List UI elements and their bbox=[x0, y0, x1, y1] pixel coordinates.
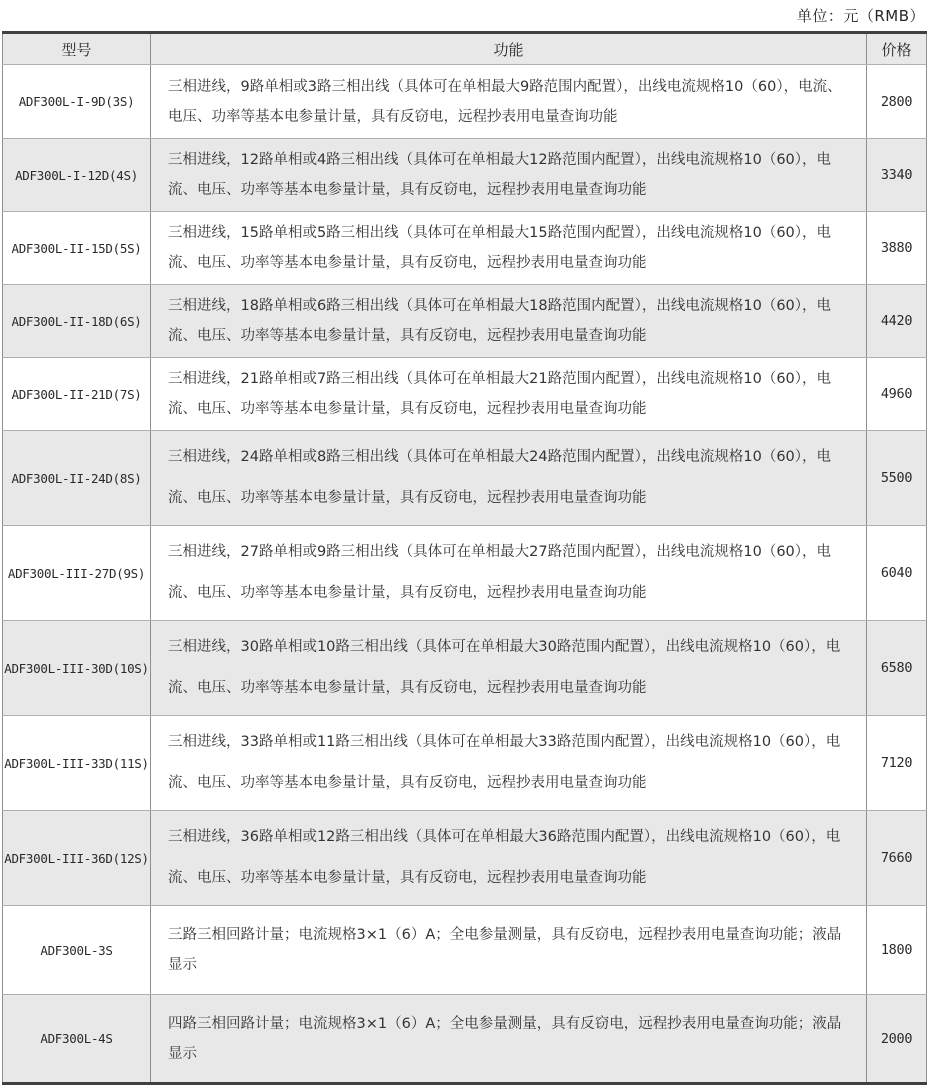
function-cell: 三相进线，21路单相或7路三相出线（具体可在单相最大21路范围内配置），出线电流规格10（60），电流、电压、功率等基本电参量计量，具有反窃电，远程抄表用电量查询功能 bbox=[151, 358, 867, 431]
function-cell: 三相进线，12路单相或4路三相出线（具体可在单相最大12路范围内配置），出线电流规格10（60），电流、电压、功率等基本电参量计量，具有反窃电，远程抄表用电量查询功能 bbox=[151, 139, 867, 212]
function-cell: 三相进线，24路单相或8路三相出线（具体可在单相最大24路范围内配置），出线电流规格10（60），电流、电压、功率等基本电参量计量，具有反窃电，远程抄表用电量查询功能 bbox=[151, 431, 867, 526]
price-cell: 7660 bbox=[867, 811, 927, 906]
price-cell: 6040 bbox=[867, 526, 927, 621]
header-row bbox=[3, 33, 927, 65]
function-cell: 三相进线，27路单相或9路三相出线（具体可在单相最大27路范围内配置），出线电流规格10（60），电流、电压、功率等基本电参量计量，具有反窃电，远程抄表用电量查询功能 bbox=[151, 526, 867, 621]
function-cell: 四路三相回路计量；电流规格3×1（6）A；全电参量测量，具有反窃电，远程抄表用电量查询功能；液晶显示 bbox=[151, 995, 867, 1084]
price-cell: 4420 bbox=[867, 285, 927, 358]
function-cell: 三相进线，9路单相或3路三相出线（具体可在单相最大9路范围内配置），出线电流规格10（60），电流、电压、功率等基本电参量计量，具有反窃电，远程抄表用电量查询功能 bbox=[151, 65, 867, 139]
price-cell: 5500 bbox=[867, 431, 927, 526]
table-row bbox=[3, 65, 927, 139]
price-table bbox=[2, 31, 927, 1085]
function-cell: 三相进线，36路单相或12路三相出线（具体可在单相最大36路范围内配置），出线电流规格10（60），电流、电压、功率等基本电参量计量，具有反窃电，远程抄表用电量查询功能 bbox=[151, 811, 867, 906]
function-cell: 三相进线，18路单相或6路三相出线（具体可在单相最大18路范围内配置），出线电流规格10（60），电流、电压、功率等基本电参量计量，具有反窃电，远程抄表用电量查询功能 bbox=[151, 285, 867, 358]
header-price: 价格 bbox=[867, 33, 927, 65]
model-cell: ADF300L-I-12D(4S) bbox=[3, 139, 151, 212]
table-row bbox=[3, 431, 927, 526]
table-row bbox=[3, 212, 927, 285]
table-header bbox=[3, 33, 927, 65]
model-cell: ADF300L-II-18D(6S) bbox=[3, 285, 151, 358]
model-cell: ADF300L-III-36D(12S) bbox=[3, 811, 151, 906]
model-cell: ADF300L-3S bbox=[3, 906, 151, 995]
price-cell: 3340 bbox=[867, 139, 927, 212]
price-cell: 3880 bbox=[867, 212, 927, 285]
table-row bbox=[3, 358, 927, 431]
model-cell: ADF300L-III-30D(10S) bbox=[3, 621, 151, 716]
unit-label: 单位：元（RMB） bbox=[796, 7, 925, 25]
model-cell: ADF300L-4S bbox=[3, 995, 151, 1084]
table-row bbox=[3, 995, 927, 1084]
table-row bbox=[3, 906, 927, 995]
function-cell: 三相进线，33路单相或11路三相出线（具体可在单相最大33路范围内配置），出线电流规格10（60），电流、电压、功率等基本电参量计量，具有反窃电，远程抄表用电量查询功能 bbox=[151, 716, 867, 811]
price-cell: 2000 bbox=[867, 995, 927, 1084]
price-cell: 6580 bbox=[867, 621, 927, 716]
function-cell: 三相进线，15路单相或5路三相出线（具体可在单相最大15路范围内配置），出线电流规格10（60），电流、电压、功率等基本电参量计量，具有反窃电，远程抄表用电量查询功能 bbox=[151, 212, 867, 285]
function-cell: 三相进线，30路单相或10路三相出线（具体可在单相最大30路范围内配置），出线电流规格10（60），电流、电压、功率等基本电参量计量，具有反窃电，远程抄表用电量查询功能 bbox=[151, 621, 867, 716]
table-row bbox=[3, 716, 927, 811]
model-cell: ADF300L-II-21D(7S) bbox=[3, 358, 151, 431]
model-cell: ADF300L-II-24D(8S) bbox=[3, 431, 151, 526]
model-cell: ADF300L-III-27D(9S) bbox=[3, 526, 151, 621]
price-cell: 1800 bbox=[867, 906, 927, 995]
table-row bbox=[3, 526, 927, 621]
price-cell: 2800 bbox=[867, 65, 927, 139]
table-row bbox=[3, 285, 927, 358]
model-cell: ADF300L-I-9D(3S) bbox=[3, 65, 151, 139]
price-cell: 4960 bbox=[867, 358, 927, 431]
header-model: 型号 bbox=[3, 33, 151, 65]
table-row bbox=[3, 621, 927, 716]
table-body bbox=[3, 65, 927, 1084]
model-cell: ADF300L-II-15D(5S) bbox=[3, 212, 151, 285]
table-row bbox=[3, 139, 927, 212]
model-cell: ADF300L-III-33D(11S) bbox=[3, 716, 151, 811]
header-function: 功能 bbox=[151, 33, 867, 65]
price-cell: 7120 bbox=[867, 716, 927, 811]
function-cell: 三路三相回路计量；电流规格3×1（6）A；全电参量测量，具有反窃电，远程抄表用电量查询功能；液晶显示 bbox=[151, 906, 867, 995]
table-row bbox=[3, 811, 927, 906]
